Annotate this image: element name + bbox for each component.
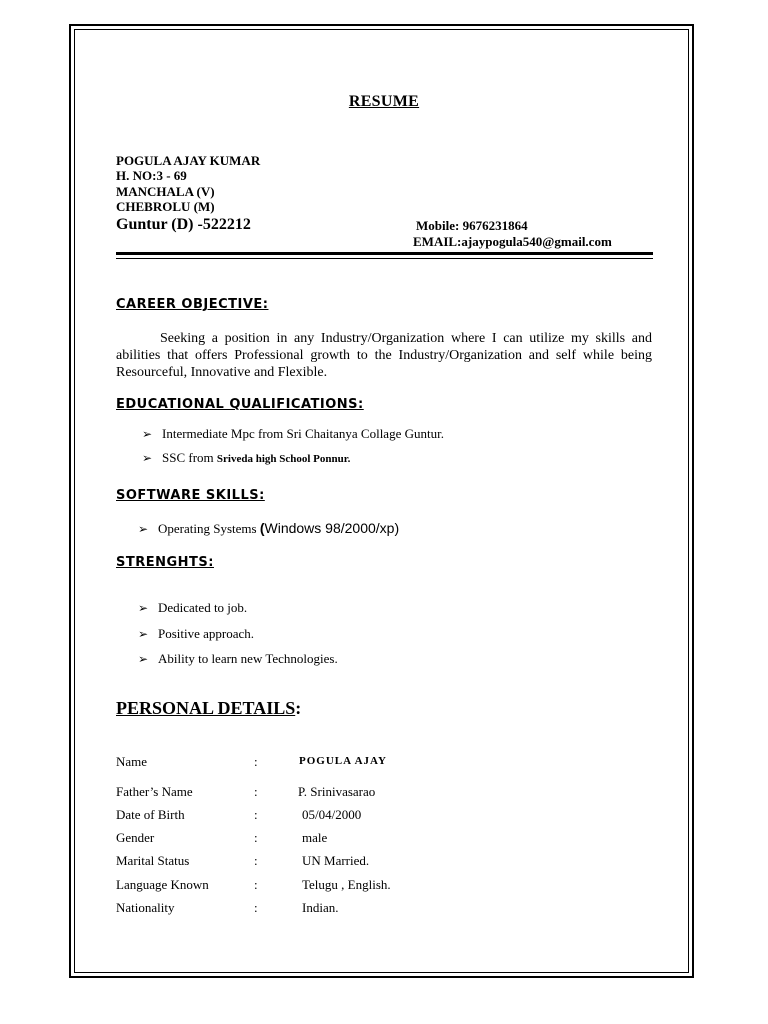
- strength-item-text: Positive approach.: [158, 626, 255, 641]
- personal-details-heading-colon: :: [295, 698, 302, 718]
- pd-value-marital: UN Married.: [302, 853, 370, 868]
- pd-value-gender: male: [302, 830, 328, 845]
- education-heading: EDUCATIONAL QUALIFICATIONS:: [116, 397, 364, 412]
- address-house: H. NO:3 - 69: [116, 168, 187, 183]
- career-objective-heading: CAREER OBJECTIVE:: [116, 297, 269, 312]
- pd-label-father: Father’s Name: [116, 784, 193, 799]
- list-item: [138, 651, 338, 667]
- header-divider-thin: [116, 258, 653, 259]
- pd-label-name: Name: [116, 754, 148, 769]
- pd-value-language: Telugu , English.: [302, 877, 391, 892]
- pd-colon: :: [254, 754, 258, 769]
- strengths-heading: STRENGHTS:: [116, 555, 214, 570]
- pd-value-father: P. Srinivasarao: [298, 784, 376, 799]
- list-item: [142, 426, 444, 442]
- address-village: MANCHALA (V): [116, 184, 215, 199]
- pd-label-gender: Gender: [116, 830, 155, 845]
- mobile-number: Mobile: 9676231864: [416, 218, 528, 233]
- arrow-bullet-icon: ➢: [138, 652, 149, 666]
- applicant-name: POGULA AJAY KUMAR: [116, 153, 261, 168]
- arrow-bullet-icon: ➢: [142, 451, 153, 465]
- software-item-prefix: Operating Systems: [158, 521, 260, 536]
- list-item: [142, 450, 350, 466]
- education-item-prefix: SSC from: [162, 450, 217, 465]
- arrow-bullet-icon: ➢: [142, 427, 153, 441]
- education-item-school: Sriveda high School Ponnur.: [216, 453, 351, 465]
- pd-value-name: POGULA AJAY: [299, 755, 387, 767]
- list-item: [138, 626, 254, 642]
- arrow-bullet-icon: ➢: [138, 522, 149, 536]
- arrow-bullet-icon: ➢: [138, 601, 149, 615]
- pd-label-marital: Marital Status: [116, 853, 190, 868]
- pd-colon: :: [254, 784, 258, 799]
- pd-label-dob: Date of Birth: [116, 807, 185, 822]
- strength-item-text: Dedicated to job.: [158, 600, 248, 615]
- pd-colon: :: [254, 853, 258, 868]
- career-objective-body: Seeking a position in any Industry/Organization where I can utilize my skills and abilities that offers Professional growth to the Industry/Organization and self while being Resourceful, Innovative and Flexible.: [116, 331, 652, 380]
- personal-details-heading-text: PERSONAL DETAILS: [116, 698, 296, 718]
- pd-value-nationality: Indian.: [302, 900, 339, 915]
- pd-colon: :: [254, 830, 258, 845]
- address-mandal: CHEBROLU (M): [116, 199, 215, 214]
- pd-label-nationality: Nationality: [116, 900, 175, 915]
- document-title: RESUME: [348, 93, 420, 110]
- software-item-detail: Windows 98/2000/xp): [264, 520, 400, 536]
- personal-details-heading: [116, 698, 301, 719]
- strength-item-text: Ability to learn new Technologies.: [158, 651, 338, 666]
- pd-colon: :: [254, 877, 258, 892]
- education-item-text: Intermediate Mpc from Sri Chaitanya Collage Guntur.: [162, 426, 444, 441]
- pd-value-dob: 05/04/2000: [302, 807, 362, 822]
- pd-label-language: Language Known: [116, 877, 209, 892]
- pd-colon: :: [254, 900, 258, 915]
- career-objective-text: [116, 330, 652, 381]
- list-item: [138, 600, 247, 616]
- list-item: [138, 520, 399, 537]
- software-heading: SOFTWARE SKILLS:: [116, 488, 265, 503]
- address-district: Guntur (D) -522212: [116, 216, 251, 233]
- arrow-bullet-icon: ➢: [138, 627, 149, 641]
- email-address: EMAIL:ajaypogula540@gmail.com: [413, 234, 612, 249]
- software-item-paren: (: [259, 520, 265, 536]
- header-divider-thick: [116, 252, 653, 255]
- pd-colon: :: [254, 807, 258, 822]
